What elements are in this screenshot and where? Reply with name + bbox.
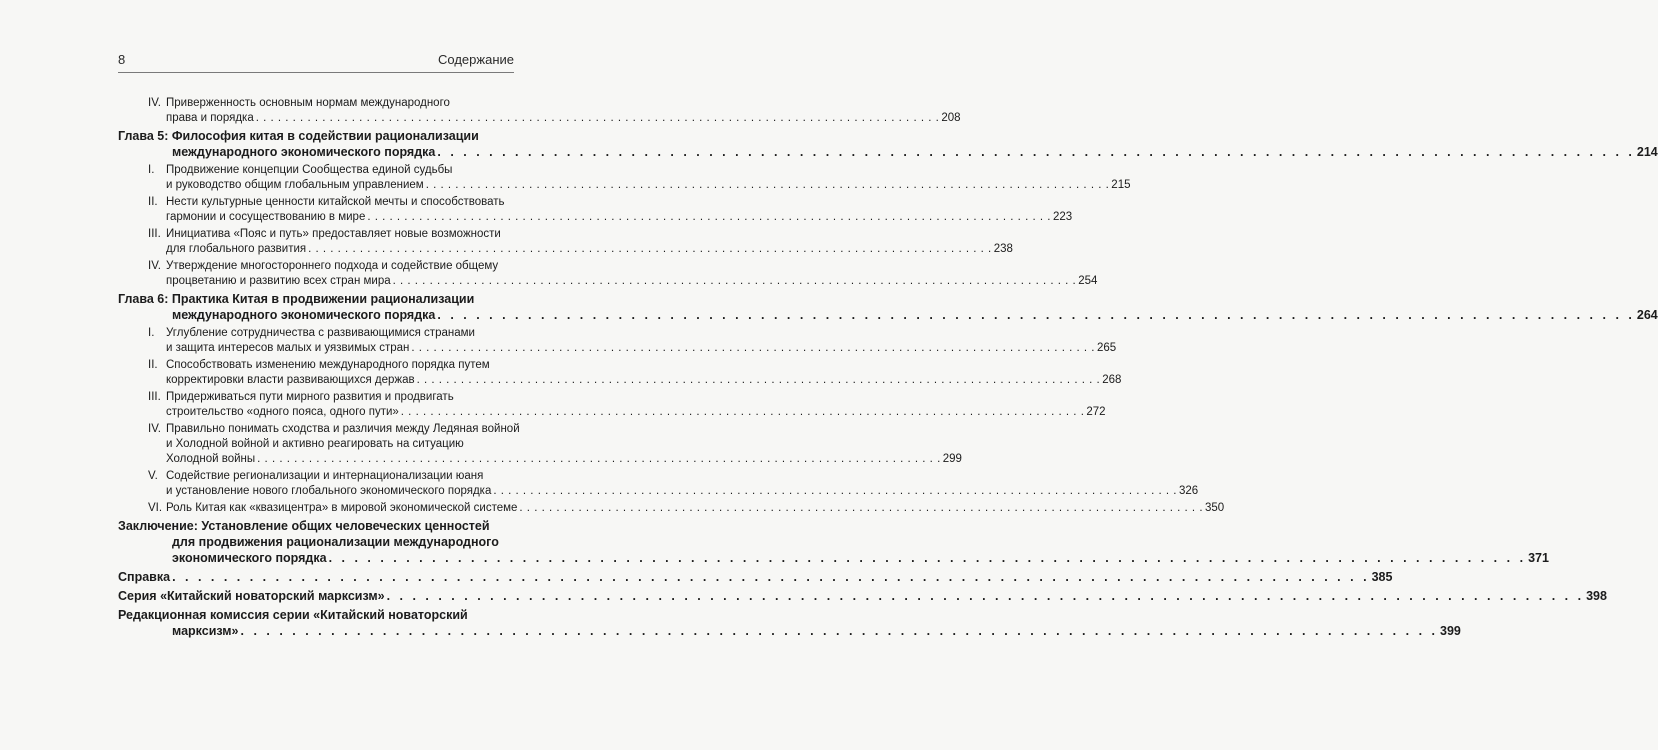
toc-entry-line: для продвижения рационализации международного [172, 535, 499, 549]
toc-page-number: 385 [1371, 570, 1393, 584]
toc-entry[interactable] [118, 291, 1658, 323]
toc-entry-line: и защита интересов малых и уязвимых стран [166, 342, 410, 354]
toc-entry-line: строительство «одного пояса, одного пути» [166, 406, 399, 418]
dot-leader [241, 623, 1439, 639]
toc-entry[interactable] [118, 96, 961, 126]
toc-entry-line: Придерживаться пути мирного развития и продвигать [166, 391, 454, 403]
dot-leader [256, 111, 940, 126]
toc-entry-line: корректировки власти развивающихся держав [166, 374, 415, 386]
dot-leader [393, 274, 1077, 289]
dot-leader [437, 307, 1635, 323]
toc-entry-title: Глава 6: Практика Китая в продвижении рационализации [118, 292, 475, 306]
dot-leader [437, 144, 1635, 160]
toc-entry-number: II. [148, 196, 158, 208]
toc-entry[interactable] [118, 163, 1131, 193]
toc-entry-number: II. [148, 359, 158, 371]
toc-entry-line: Нести культурные ценности китайской мечты и способствовать [166, 196, 505, 208]
toc-entry[interactable] [118, 518, 1549, 566]
running-header [118, 52, 514, 73]
toc-entry[interactable] [118, 227, 1013, 257]
toc-entry-line: процветанию и развитию всех стран мира [166, 275, 391, 287]
toc-entry[interactable] [118, 422, 962, 467]
dot-leader [172, 569, 1370, 585]
toc-page-number: 326 [1178, 485, 1199, 497]
toc-page-number: 272 [1086, 406, 1106, 418]
toc-entry-title: Глава 5: Философия китая в содействии рационализации [118, 129, 479, 143]
toc-entry-line: марксизм» [172, 624, 239, 638]
dot-leader [257, 452, 941, 467]
toc-entry[interactable] [118, 588, 1607, 604]
toc-entry-line: Правильно понимать сходства и различия между Ледяная войной [166, 423, 520, 435]
toc-entry-number: III. [148, 228, 161, 240]
toc-entry-line: и установление нового глобального экономического порядка [166, 485, 492, 497]
toc-entry-number: III. [148, 391, 161, 403]
toc-page-number: 350 [1205, 502, 1225, 514]
dot-leader [401, 405, 1085, 420]
toc-page-number: 254 [1078, 275, 1098, 287]
toc-entry[interactable] [118, 469, 1199, 499]
toc-entry-line: международного экономического порядка [172, 145, 436, 159]
dot-leader [308, 242, 992, 257]
toc-entry-line: Содействие регионализации и интернационализации юаня [166, 470, 484, 482]
toc-page-number: 238 [993, 243, 1013, 255]
toc-entry-line: и Холодной войной и активно реагировать на ситуацию [166, 438, 464, 450]
toc-entry-number: I. [148, 164, 155, 176]
toc-entry-line: Инициатива «Пояс и путь» предоставляет новые возможности [166, 228, 501, 240]
toc-page-number: 264 [1636, 308, 1658, 322]
toc-entry[interactable] [118, 607, 1461, 639]
toc-entry-line: и руководство общим глобальным управлением [166, 179, 424, 191]
toc-entry-title: Редакционная комиссия серии «Китайский новаторский [118, 608, 468, 622]
toc-page-number: 215 [1111, 179, 1131, 191]
toc-entry-line: для глобального развития [166, 243, 307, 255]
toc-entry-line: Роль Китая как «квазицентра» в мировой экономической системе [166, 502, 518, 514]
toc-entry[interactable] [118, 259, 1098, 289]
toc-entry-number: IV. [148, 260, 162, 272]
dot-leader [329, 550, 1527, 566]
toc-page-number: 214 [1636, 145, 1658, 159]
dot-leader [493, 484, 1177, 499]
toc-page-number: 399 [1440, 624, 1461, 638]
toc-page-number: 265 [1096, 342, 1117, 354]
toc-entry-number: VI. [148, 502, 163, 514]
toc-entry[interactable] [118, 128, 1658, 160]
table-of-contents [118, 96, 1658, 642]
dot-leader [367, 210, 1051, 225]
toc-entry-line: гармонии и сосуществованию в мире [166, 211, 366, 223]
toc-page-number: 398 [1586, 589, 1607, 603]
toc-entry-line: Серия «Китайский новаторский марксизм» [118, 589, 385, 603]
toc-entry[interactable] [118, 501, 1225, 516]
toc-page-number: 268 [1102, 374, 1122, 386]
toc-page-number: 299 [942, 453, 962, 465]
dot-leader [417, 373, 1101, 388]
dot-leader [426, 178, 1110, 193]
toc-entry-line: экономического порядка [172, 551, 327, 565]
toc-entry[interactable] [118, 326, 1117, 356]
toc-entry-line: международного экономического порядка [172, 308, 436, 322]
toc-entry-line: Углубление сотрудничества с развивающимися странами [166, 327, 475, 339]
toc-page-number: 371 [1528, 551, 1549, 565]
dot-leader [519, 501, 1203, 516]
toc-entry-line: Способствовать изменению международного порядка путем [166, 359, 490, 371]
toc-entry[interactable] [118, 569, 1393, 585]
toc-entry-line: Утверждение многостороннего подхода и содействие общему [166, 260, 499, 272]
toc-entry[interactable] [118, 390, 1106, 420]
toc-entry-number: IV. [148, 423, 162, 435]
toc-entry-line: Справка [118, 570, 171, 584]
toc-entry-number: I. [148, 327, 155, 339]
dot-leader [387, 588, 1585, 604]
toc-entry-title: Заключение: Установление общих человеческих ценностей [118, 519, 490, 533]
toc-page-number: 223 [1052, 211, 1073, 223]
dot-leader [411, 341, 1095, 356]
toc-entry[interactable] [118, 358, 1122, 388]
toc-entry-number: IV. [148, 97, 162, 109]
toc-entry-line: Продвижение концепции Сообщества единой судьбы [166, 164, 453, 176]
page-number: 8 [118, 52, 126, 67]
toc-entry[interactable] [118, 195, 1073, 225]
section-title: Содержание [438, 52, 514, 67]
toc-entry-number: V. [148, 470, 158, 482]
toc-entry-line: права и порядка [166, 112, 254, 124]
toc-page-number: 208 [941, 112, 961, 124]
toc-entry-line: Холодной войны [166, 453, 256, 465]
toc-entry-line: Приверженность основным нормам международного [166, 97, 450, 109]
